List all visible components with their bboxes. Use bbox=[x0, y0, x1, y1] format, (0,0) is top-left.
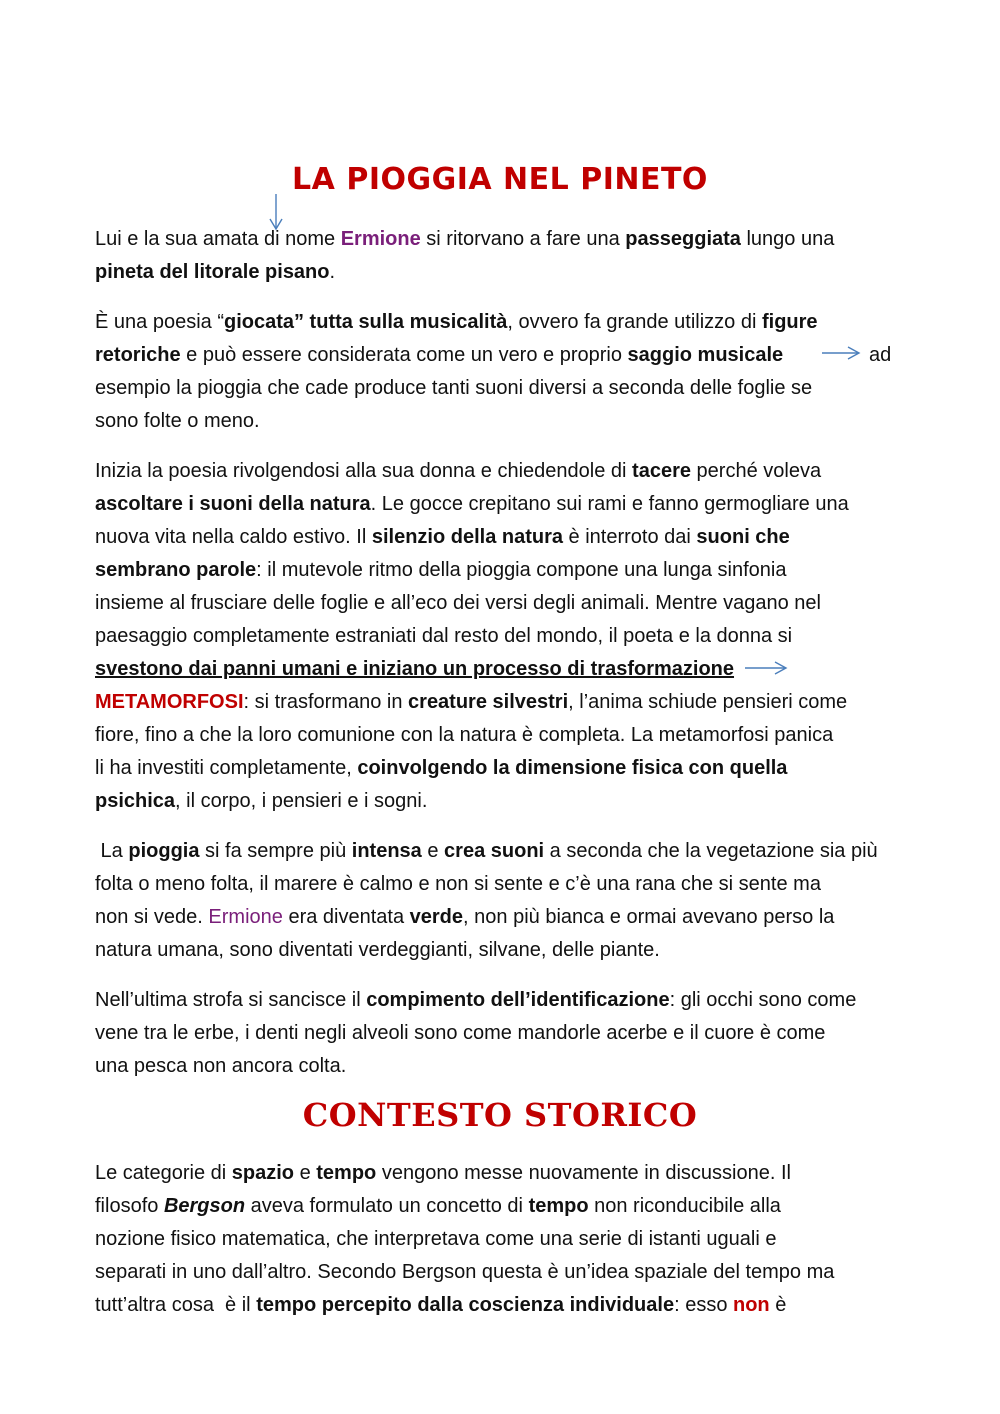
text-line: nozione fisico matematica, che interpretava come una serie di istanti uguali e bbox=[95, 1228, 777, 1250]
text-line: esempio la pioggia che cade produce tanti suoni diversi a seconda delle foglie se bbox=[95, 377, 813, 399]
text-line: fiore, fino a che la loro comunione con la natura è completa. La metamorfosi panica bbox=[95, 724, 834, 746]
text-line: folta o meno folta, il marere è calmo e non si sente e c’è una rana che si sente ma bbox=[95, 873, 821, 895]
text-line: vene tra le erbe, i denti negli alveoli sono come mandorle acerbe e il cuore è come bbox=[95, 1022, 826, 1044]
text-line: pineta del litorale pisano. bbox=[95, 261, 336, 283]
text-line: svestono dai panni umani e iniziano un processo di trasformazione bbox=[95, 658, 735, 680]
text-line: tutt’altra cosa è il tempo percepito dalla coscienza individuale: esso non è bbox=[95, 1294, 787, 1316]
text-line: sono folte o meno. bbox=[95, 410, 260, 432]
paragraph-rain bbox=[95, 835, 910, 967]
paragraph-metamorphosis bbox=[95, 455, 910, 818]
text-line: Le categorie di spazio e tempo vengono messe nuovamente in discussione. Il bbox=[95, 1162, 791, 1184]
text-line: natura umana, sono diventati verdeggianti, silvane, delle piante. bbox=[95, 939, 660, 961]
paragraph-historical-context bbox=[95, 1157, 910, 1322]
text-line: non si vede. Ermione era diventata verde, non più bianca e ormai avevano perso la bbox=[95, 906, 835, 928]
text-line: sembrano parole: il mutevole ritmo della pioggia compone una lunga sinfonia bbox=[95, 559, 787, 581]
text-line: insieme al frusciare delle foglie e all’eco dei versi degli animali. Mentre vagano nel bbox=[95, 592, 821, 614]
text-line: Nell’ultima strofa si sancisce il compimento dell’identificazione: gli occhi sono come bbox=[95, 989, 857, 1011]
text-line: separati in uno dall’altro. Secondo Bergson questa è un’idea spaziale del tempo ma bbox=[95, 1261, 835, 1283]
section-title: CONTESTO STORICO bbox=[302, 1096, 698, 1134]
text-line: li ha investiti completamente, coinvolgendo la dimensione fisica con quella bbox=[95, 757, 788, 779]
paragraph-musicality bbox=[95, 306, 910, 438]
text-line: paesaggio completamente estraniati dal resto del mondo, il poeta e la donna si bbox=[95, 625, 793, 647]
paragraph-intro bbox=[95, 223, 910, 289]
text-line: filosofo Bergson aveva formulato un concetto di tempo non riconducibile alla bbox=[95, 1195, 781, 1217]
text-line: Inizia la poesia rivolgendosi alla sua donna e chiedendole di tacere perché voleva bbox=[95, 460, 822, 482]
text-line: ascoltare i suoni della natura. Le gocce crepitano sui rami e fanno germogliare una bbox=[95, 493, 849, 515]
page-title: LA PIOGGIA NEL PINETO bbox=[292, 162, 708, 197]
text-line: nuova vita nella caldo estivo. Il silenzio della natura è interroto dai suoni che bbox=[95, 526, 790, 548]
paragraph-last-stanza bbox=[95, 984, 910, 1083]
text-line: Lui e la sua amata di nome Ermione si ritorvano a fare una passeggiata lungo una bbox=[95, 228, 835, 250]
text-line: psichica, il corpo, i pensieri e i sogni. bbox=[95, 790, 428, 812]
text-line: È una poesia “giocata” tutta sulla musicalità, ovvero fa grande utilizzo di figure bbox=[95, 311, 818, 333]
text-line: una pesca non ancora colta. bbox=[95, 1055, 347, 1077]
text-line: retoriche e può essere considerata come un vero e proprio saggio musicale ad bbox=[95, 344, 892, 366]
text-line: METAMORFOSI: si trasformano in creature silvestri, l’anima schiude pensieri come bbox=[95, 691, 848, 713]
text-line: La pioggia si fa sempre più intensa e crea suoni a seconda che la vegetazione sia più bbox=[95, 840, 878, 862]
